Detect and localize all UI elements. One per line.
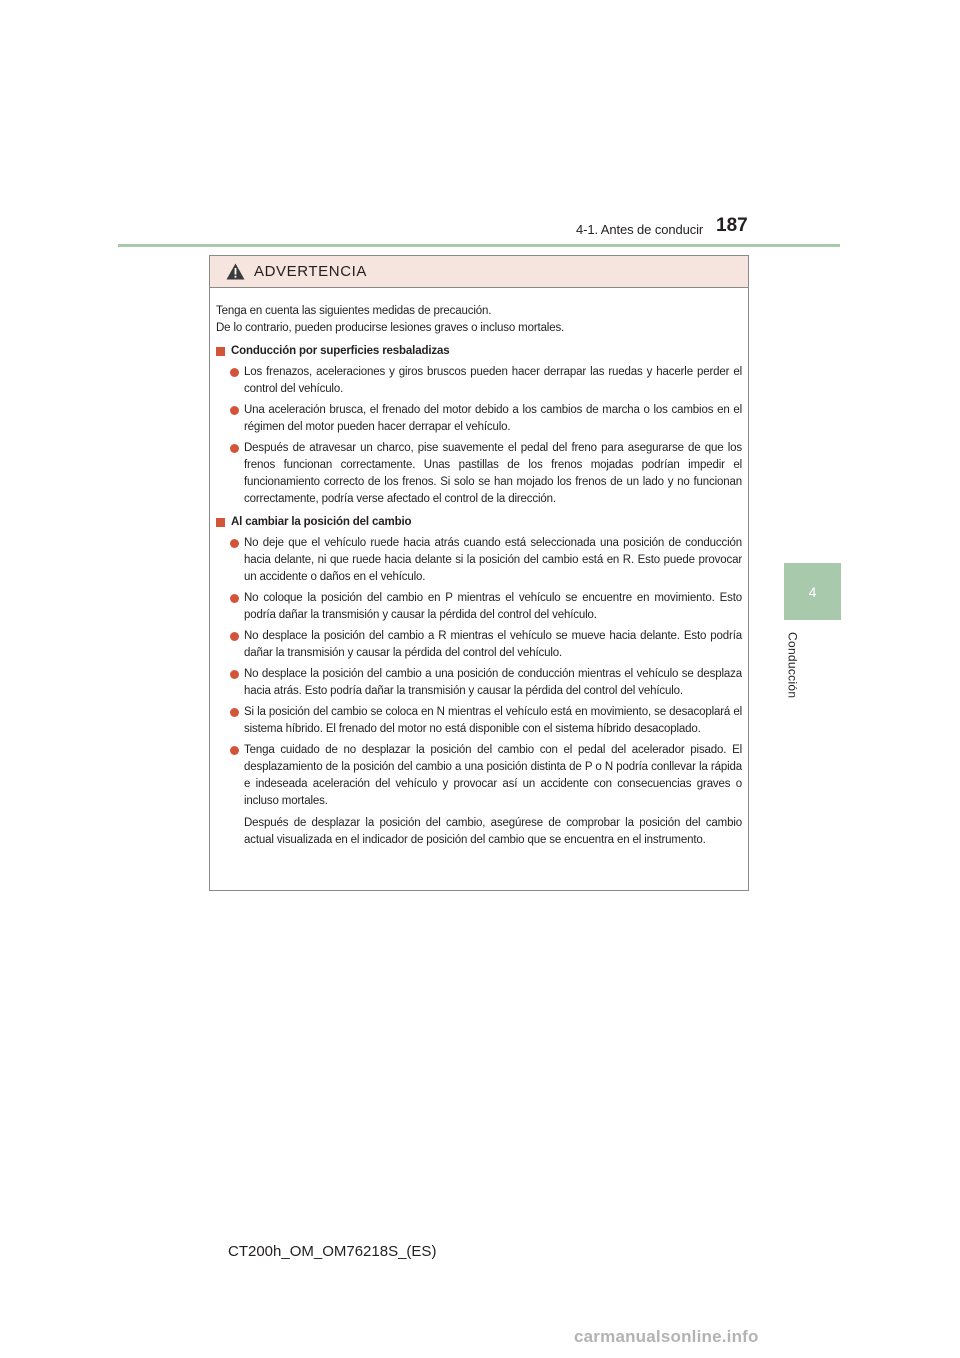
extra-paragraph: Después de desplazar la posición del cambio, asegúrese de comprobar la posición del cambio actual visualizada en el indicador de posición del cambio que se encuentra en el instrumento. [244, 817, 742, 846]
square-bullet-icon [216, 518, 225, 527]
document-code: CT200h_OM_OM76218S_(ES) [228, 1243, 437, 1260]
list-item: No coloque la posición del cambio en P mientras el vehículo se encuentre en movimiento. Esto podría dañar la transmisión y causar la pérdida del control del vehículo. [216, 590, 742, 624]
warning-title: ADVERTENCIA [254, 263, 368, 280]
circle-bullet-icon [230, 406, 239, 415]
chapter-number: 4 [808, 583, 817, 600]
section-title: 4-1. Antes de conducir [576, 222, 704, 237]
circle-bullet-icon [230, 594, 239, 603]
chapter-tab[interactable] [784, 563, 841, 620]
circle-bullet-icon [230, 746, 239, 755]
list-item: Tenga cuidado de no desplazar la posición del cambio con el pedal del acelerador pisado. El desplazamiento de la posición del cambio a una posición distinta de P o N podría conllevar la rápida e indeseada aceleración del vehículo y provocar así un accidente con consecuencias graves o incluso mortales. [216, 742, 742, 810]
warning-header [210, 256, 748, 288]
list-item: Si la posición del cambio se coloca en N mientras el vehículo está en movimiento, se desacoplará el sistema híbrido. El frenado del motor no está disponible con el sistema híbrido desacoplado. [216, 704, 742, 738]
warning-triangle-icon [226, 263, 245, 280]
list-item: Los frenazos, aceleraciones y giros bruscos pueden hacer derrapar las ruedas y hacerle perder el control del vehículo. [216, 364, 742, 398]
circle-bullet-icon [230, 632, 239, 641]
list-item: No desplace la posición del cambio a R mientras el vehículo se mueve hacia delante. Esto podría dañar la transmisión y causar la pérdida del control del vehículo. [216, 628, 742, 662]
chapter-label: Conducción [785, 632, 800, 699]
intro-line: Tenga en cuenta las siguientes medidas de precaución. [216, 305, 492, 317]
section-heading: Al cambiar la posición del cambio [216, 514, 742, 531]
list-item: No desplace la posición del cambio a una posición de conducción mientras el vehículo se desplaza hacia atrás. Esto podría dañar la transmisión y causar la pérdida del control del vehículo. [216, 666, 742, 700]
warning-body [210, 288, 748, 849]
list-item: Después de atravesar un charco, pise suavemente el pedal del freno para asegurarse de que los frenos funcionan correctamente. Unas pastillas de los frenos mojadas podrían impedir el funcionamiento correcto de los frenos. Si solo se han mojado los frenos de un lado y no funcionan correctamente, podría verse afectado el control de la dirección. [216, 440, 742, 508]
page-number: 187 [716, 215, 748, 236]
circle-bullet-icon [230, 708, 239, 717]
watermark-text: carmanualsonline.info [574, 1327, 759, 1346]
circle-bullet-icon [230, 670, 239, 679]
circle-bullet-icon [230, 368, 239, 377]
header-divider [118, 244, 840, 247]
section-heading: Conducción por superficies resbaladizas [216, 343, 742, 360]
intro-line: De lo contrario, pueden producirse lesiones graves o incluso mortales. [216, 322, 565, 334]
square-bullet-icon [216, 347, 225, 356]
warning-box [209, 255, 749, 891]
circle-bullet-icon [230, 444, 239, 453]
list-item: No deje que el vehículo ruede hacia atrás cuando está seleccionada una posición de conducción hacia delante, ni que ruede hacia delante si la posición del cambio está en R. Esto puede provocar un accidente o daños en el vehículo. [216, 535, 742, 586]
list-item: Una aceleración brusca, el frenado del motor debido a los cambios de marcha o los cambios en el régimen del motor pueden hacer derrapar el vehículo. [216, 402, 742, 436]
circle-bullet-icon [230, 539, 239, 548]
